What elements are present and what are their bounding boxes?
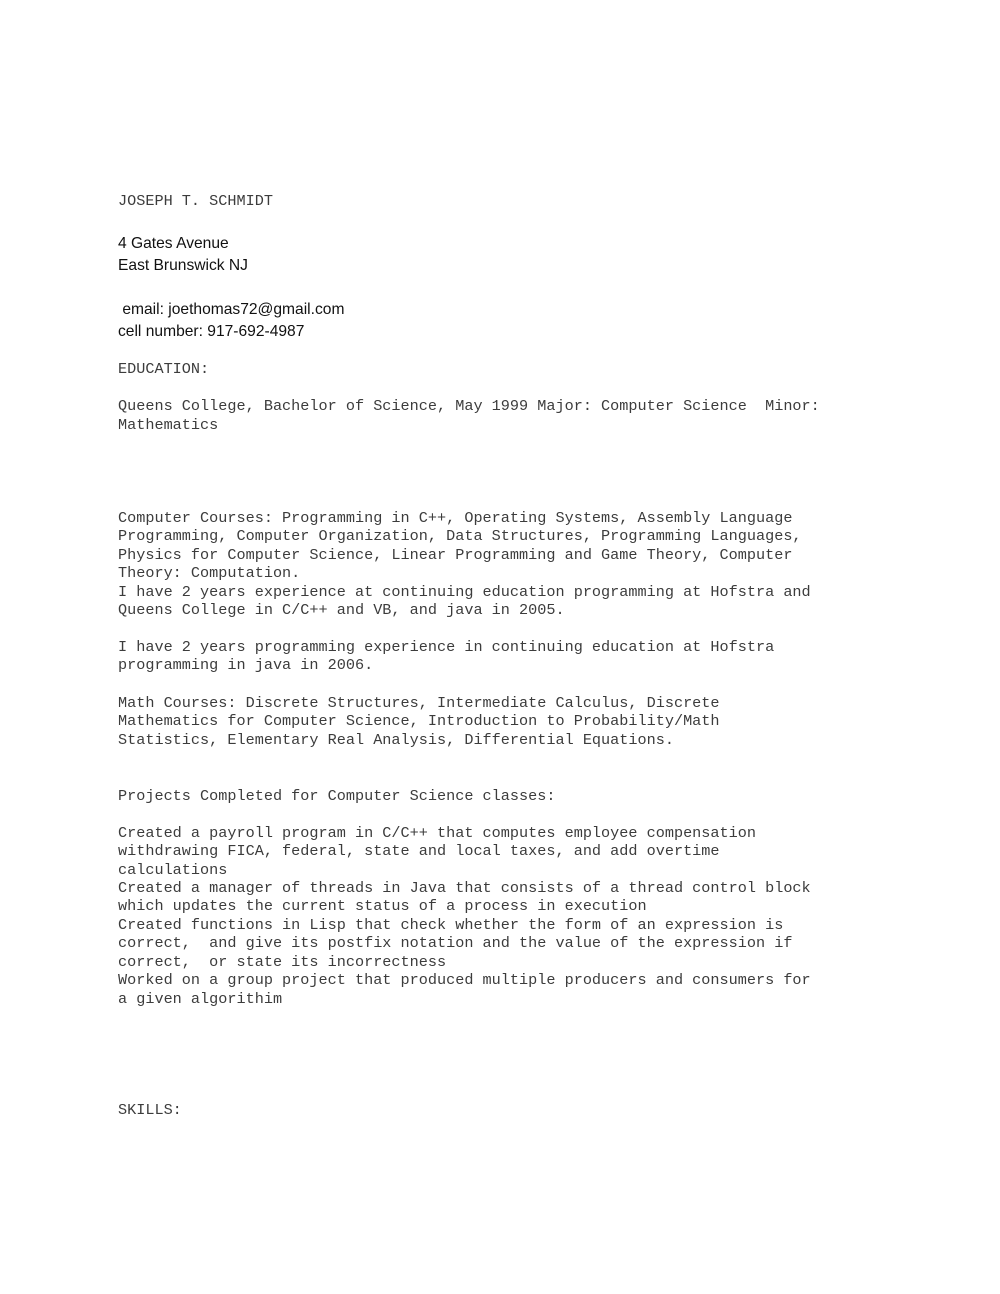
projects-heading: Projects Completed for Computer Science classes: xyxy=(118,787,556,805)
address-line-2: East Brunswick NJ xyxy=(118,257,248,274)
email-text: email: joethomas72@gmail.com xyxy=(118,301,345,318)
project-line: correct, and give its postfix notation and the value of the expression if xyxy=(118,934,793,952)
education-line: Mathematics xyxy=(118,416,219,434)
resume-name: JOSEPH T. SCHMIDT xyxy=(118,192,273,210)
education-line: Queens College, Bachelor of Science, May 1999 Major: Computer Science Minor: xyxy=(118,397,820,415)
project-line: withdrawing FICA, federal, state and local taxes, and add overtime xyxy=(118,842,720,860)
experience-line: I have 2 years programming experience in continuing education at Hofstra xyxy=(118,638,775,656)
math-courses-line: Statistics, Elementary Real Analysis, Differential Equations. xyxy=(118,731,674,749)
math-courses-line: Mathematics for Computer Science, Introduction to Probability/Math xyxy=(118,712,720,730)
project-line: Created a manager of threads in Java that consists of a thread control block xyxy=(118,879,811,897)
skills-heading: SKILLS: xyxy=(118,1101,182,1119)
project-line: Created functions in Lisp that check whether the form of an expression is xyxy=(118,916,784,934)
project-line: Created a payroll program in C/C++ that computes employee compensation xyxy=(118,824,756,842)
education-heading: EDUCATION: xyxy=(118,360,210,378)
math-courses-line: Math Courses: Discrete Structures, Intermediate Calculus, Discrete xyxy=(118,694,720,712)
cell-number-text: cell number: 917-692-4987 xyxy=(118,323,305,340)
project-line: which updates the current status of a process in execution xyxy=(118,897,647,915)
computer-courses-line: Theory: Computation. xyxy=(118,564,301,582)
computer-courses-line: Queens College in C/C++ and VB, and java in 2005. xyxy=(118,601,565,619)
experience-line: programming in java in 2006. xyxy=(118,656,374,674)
computer-courses-line: Physics for Computer Science, Linear Programming and Game Theory, Computer xyxy=(118,546,793,564)
computer-courses-line: Computer Courses: Programming in C++, Operating Systems, Assembly Language xyxy=(118,509,793,527)
computer-courses-line: I have 2 years experience at continuing education programming at Hofstra and xyxy=(118,583,811,601)
project-line: calculations xyxy=(118,861,228,879)
computer-courses-line: Programming, Computer Organization, Data Structures, Programming Languages, xyxy=(118,527,802,545)
project-line: Worked on a group project that produced multiple producers and consumers for xyxy=(118,971,811,989)
project-line: a given algorithim xyxy=(118,990,283,1008)
address-line-1: 4 Gates Avenue xyxy=(118,235,229,252)
project-line: correct, or state its incorrectness xyxy=(118,953,447,971)
